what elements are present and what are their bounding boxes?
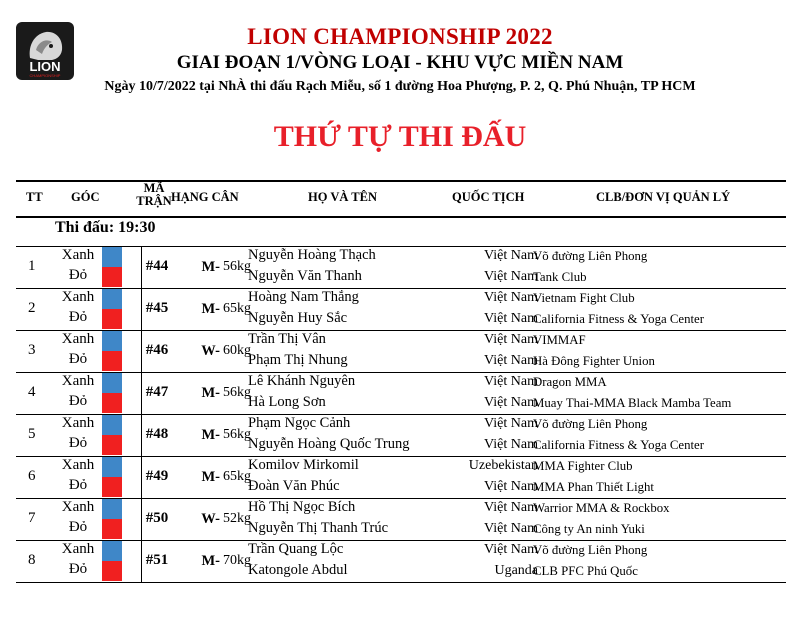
fighter-red-country: Việt Nam — [484, 353, 538, 368]
match-code: #46 — [145, 342, 169, 358]
fight-list — [16, 246, 786, 583]
fighter-red-club: Hà Đông Fighter Union — [533, 354, 655, 368]
col-club: CLB/ĐƠN VỊ QUẢN LÝ — [596, 190, 731, 204]
fight-number: 3 — [28, 342, 36, 358]
fighter-red-name: Nguyễn Văn Thanh — [248, 268, 362, 284]
fighter-red-name: Katongole Abdul — [248, 562, 348, 578]
fighter-blue-country: Việt Nam — [484, 542, 538, 557]
fighter-blue-name: Phạm Ngọc Cảnh — [248, 415, 351, 431]
corner-red-swatch — [102, 351, 122, 371]
event-venue: Ngày 10/7/2022 tại NhÀ thi đấu Rạch Miễu, số 1 đường Hoa Phượng, P. 2, Q. Phú Nhuận, TP HCM — [104, 79, 696, 94]
fighter-blue-club: Võ đường Liên Phong — [533, 543, 648, 557]
table-row — [16, 289, 786, 331]
fighter-blue-name: Trần Thị Vân — [248, 331, 326, 347]
table-row — [16, 457, 786, 499]
corner-blue-label: Xanh — [61, 373, 95, 389]
corner-red-swatch — [102, 435, 122, 455]
schedule-heading: THỨ TỰ THI ĐẤU — [273, 120, 527, 153]
event-subtitle: GIAI ĐOẠN 1/VÒNG LOẠI - KHU VỰC MIỀN NAM — [176, 52, 624, 73]
table-row — [16, 373, 786, 415]
match-code: #44 — [145, 258, 169, 274]
corner-blue-swatch — [102, 289, 122, 309]
match-code: #48 — [145, 426, 169, 442]
corner-red-label: Đỏ — [68, 477, 88, 493]
corner-red-label: Đỏ — [68, 393, 88, 409]
corner-red-swatch — [102, 309, 122, 329]
corner-red-swatch — [102, 519, 122, 539]
fighter-blue-club: MMA Fighter Club — [533, 459, 633, 473]
fighter-blue-club: Võ đường Liên Phong — [533, 249, 648, 263]
fighter-blue-country: Uzebekistan — [468, 458, 538, 473]
weight-kg: 70kg — [223, 553, 251, 568]
weight-kg: 56kg — [223, 427, 251, 442]
svg-text:LION: LION — [29, 59, 61, 74]
event-title: LION CHAMPIONSHIP 2022 — [247, 24, 553, 49]
fighter-blue-country: Việt Nam — [484, 332, 538, 347]
fighter-blue-country: Việt Nam — [484, 500, 538, 515]
fighter-red-club: Công ty An ninh Yuki — [533, 522, 645, 536]
weight-class: M- — [201, 427, 220, 443]
fighter-red-country: Việt Nam — [484, 269, 538, 284]
fighter-blue-country: Việt Nam — [484, 374, 538, 389]
fighter-blue-club: VIMMAF — [533, 333, 586, 347]
col-weight-class: HẠNG CÂN — [171, 190, 239, 204]
table-row — [16, 331, 786, 373]
weight-class: M- — [201, 469, 220, 485]
weight-class: M- — [201, 385, 220, 401]
fighter-red-name: Nguyễn Hoàng Quốc Trung — [248, 436, 410, 452]
match-code: #50 — [145, 510, 169, 526]
match-code: #49 — [145, 468, 169, 484]
corner-red-swatch — [102, 267, 122, 287]
corner-blue-swatch — [102, 415, 122, 435]
fighter-red-country: Việt Nam — [484, 395, 538, 410]
svg-text:CHAMPIONSHIP: CHAMPIONSHIP — [29, 73, 61, 78]
weight-kg: 65kg — [223, 469, 251, 484]
corner-blue-swatch — [102, 499, 122, 519]
col-match-code-line1: MÃ — [143, 181, 165, 195]
corner-red-label: Đỏ — [68, 561, 88, 577]
fighter-red-country: Việt Nam — [484, 521, 538, 536]
fight-number: 2 — [28, 300, 36, 316]
weight-class: M- — [201, 553, 220, 569]
fighter-red-name: Phạm Thị Nhung — [248, 352, 348, 368]
fighter-red-country: Việt Nam — [484, 437, 538, 452]
fighter-red-name: Nguyễn Huy Sắc — [248, 310, 348, 326]
match-code: #47 — [145, 384, 169, 400]
col-nationality: QUỐC TỊCH — [452, 190, 525, 204]
fighter-blue-club: Vietnam Fight Club — [533, 291, 635, 305]
corner-blue-label: Xanh — [61, 541, 95, 557]
fighter-blue-name: Lê Khánh Nguyên — [248, 373, 356, 389]
fighter-blue-club: Warrior MMA & Rockbox — [533, 501, 670, 515]
fighter-red-club: CLB PFC Phú Quốc — [533, 564, 638, 578]
corner-red-label: Đỏ — [68, 519, 88, 535]
corner-blue-swatch — [102, 457, 122, 477]
col-match-code — [134, 182, 174, 208]
col-match-code-line2: TRẬN — [136, 194, 172, 208]
corner-blue-label: Xanh — [61, 247, 95, 263]
corner-blue-swatch — [102, 541, 122, 561]
fighter-blue-country: Việt Nam — [484, 248, 538, 263]
weight-kg: 60kg — [223, 343, 251, 358]
corner-red-label: Đỏ — [68, 309, 88, 325]
fighter-blue-club: Võ đường Liên Phong — [533, 417, 648, 431]
fighter-blue-name: Komilov Mirkomil — [248, 457, 359, 473]
fighter-blue-name: Hồ Thị Ngọc Bích — [248, 499, 356, 515]
fighter-red-club: MMA Phan Thiết Light — [533, 480, 654, 494]
fighter-red-name: Nguyễn Thị Thanh Trúc — [248, 520, 389, 536]
fighter-red-name: Đoàn Văn Phúc — [248, 478, 340, 494]
fighter-red-country: Việt Nam — [484, 479, 538, 494]
table-row — [16, 499, 786, 541]
corner-blue-label: Xanh — [61, 331, 95, 347]
fight-number: 6 — [28, 468, 36, 484]
match-code: #45 — [145, 300, 169, 316]
match-code: #51 — [145, 552, 169, 568]
weight-class: M- — [201, 259, 220, 275]
corner-red-swatch — [102, 477, 122, 497]
weight-class: M- — [201, 301, 220, 317]
fight-number: 5 — [28, 426, 36, 442]
fighter-red-country: Uganda — [494, 563, 538, 578]
corner-blue-label: Xanh — [61, 289, 95, 305]
fighter-blue-name: Hoàng Nam Thắng — [248, 289, 359, 305]
corner-blue-swatch — [102, 331, 122, 351]
fighter-blue-name: Trần Quang Lộc — [248, 541, 344, 557]
table-row — [16, 541, 786, 583]
fighter-blue-name: Nguyễn Hoàng Thạch — [248, 247, 376, 263]
fight-number: 7 — [28, 510, 36, 526]
weight-kg: 65kg — [223, 301, 251, 316]
weight-kg: 56kg — [223, 385, 251, 400]
corner-blue-swatch — [102, 373, 122, 393]
corner-red-swatch — [102, 561, 122, 581]
fight-number: 4 — [28, 384, 36, 400]
fighter-red-country: Việt Nam — [484, 311, 538, 326]
fighter-blue-club: Dragon MMA — [533, 375, 607, 389]
corner-red-label: Đỏ — [68, 351, 88, 367]
table-header — [16, 180, 786, 218]
fighter-red-name: Hà Long Sơn — [248, 394, 326, 410]
col-tt: TT — [26, 190, 43, 204]
fighter-blue-country: Việt Nam — [484, 416, 538, 431]
weight-class: W- — [201, 511, 220, 527]
fighter-blue-country: Việt Nam — [484, 290, 538, 305]
fight-number: 1 — [28, 258, 36, 274]
table-row — [16, 247, 786, 289]
corner-blue-swatch — [102, 247, 122, 267]
table-row — [16, 415, 786, 457]
col-name: HỌ VÀ TÊN — [308, 190, 378, 204]
corner-blue-label: Xanh — [61, 457, 95, 473]
col-corner: GÓC — [71, 190, 100, 204]
corner-blue-label: Xanh — [61, 415, 95, 431]
corner-red-label: Đỏ — [68, 435, 88, 451]
fighter-red-club: California Fitness & Yoga Center — [533, 438, 704, 452]
corner-red-swatch — [102, 393, 122, 413]
weight-kg: 56kg — [223, 259, 251, 274]
weight-kg: 52kg — [223, 511, 251, 526]
fighter-red-club: Muay Thai-MMA Black Mamba Team — [533, 396, 732, 410]
session-time: Thi đấu: 19:30 — [55, 219, 156, 236]
weight-class: W- — [201, 343, 220, 359]
fighter-red-club: California Fitness & Yoga Center — [533, 312, 704, 326]
fighter-red-club: Tank Club — [533, 270, 587, 284]
fight-number: 8 — [28, 552, 36, 568]
corner-blue-label: Xanh — [61, 499, 95, 515]
corner-red-label: Đỏ — [68, 267, 88, 283]
